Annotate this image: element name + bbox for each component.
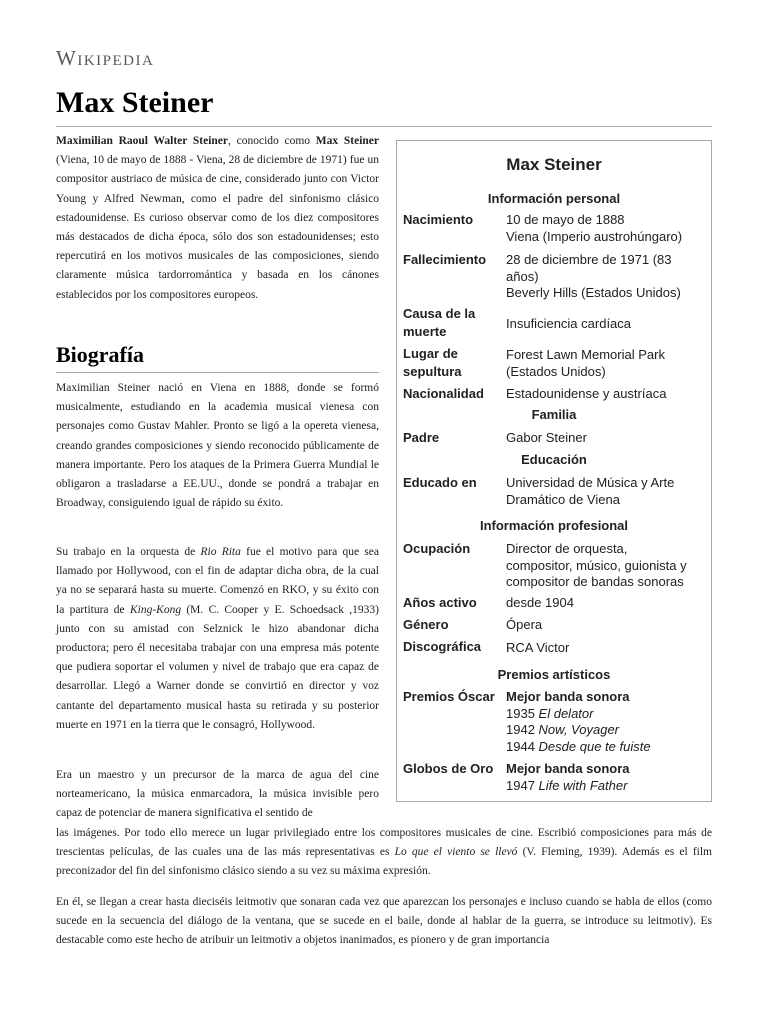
nacimiento-date: 10 de mayo de 1888 xyxy=(506,212,625,227)
p2-text-b: fue el motivo para que sea llamado por Hollywood, con el fin de adaptar dicha obra, de la cual ya no se separará hasta su muerte. Comenzó en RKO, y su éxito con la partitura de xyxy=(56,546,379,616)
discografica-value[interactable]: RCA Victor xyxy=(506,640,570,655)
value-anos-activo xyxy=(506,595,706,612)
ocupacion-line-2[interactable]: compositor, músico, guionista y xyxy=(506,557,687,573)
value-genero[interactable] xyxy=(506,617,706,634)
value-globos-de-oro xyxy=(506,761,706,794)
biografia-paragraph-4: En él, se llegan a crear hasta dieciséis leitmotiv que sonaran cada vez que aparezcan los personajes e incluso cuando se habla de ellos (como sucede en la secuencia del diálogo de la ventana, que se sucede en el baile, donde al hablar de la guerra, se introduce su leitmotiv). Es destacable como este hecho de atribuir un leitmotiv a objetos inanimados, es pionero y de gran importancia xyxy=(56,896,712,947)
label-discografica: Discográfica xyxy=(403,639,482,654)
lugar-label-line-1: Lugar de xyxy=(403,346,458,361)
p2-text-c: (M. C. Cooper y E. Schoedsack ,1933) junto con su amistad con Selznick le hizo abandonar dicha productora; pero él necesitaba trabajar con una empresa más potente que pudiera soportar el volumen y nivel de trabajo que era capaz de desarrollar. Llegó a Warner donde se convirtió en director y voz cantante del departamento musical hasta su retirada y su posterior muerte en 1971 en la tierra que le consagró, Hollywood. xyxy=(56,603,379,731)
label-fallecimiento: Fallecimiento xyxy=(403,252,487,267)
value-causa-muerte[interactable] xyxy=(506,316,706,333)
globos-film-1[interactable]: Life with Father xyxy=(538,777,628,793)
intro-text-1: , conocido como xyxy=(228,135,316,147)
page-title: Max Steiner xyxy=(56,86,214,119)
lugar-value-line-2[interactable]: (Estados Unidos) xyxy=(506,363,606,379)
fallecimiento-place[interactable]: Beverly Hills (Estados Unidos) xyxy=(506,285,681,300)
label-causa-muerte xyxy=(403,305,505,341)
p2-text-a: Su trabajo en la orquesta de xyxy=(56,546,201,558)
subject-full-name: Maximilian Raoul Walter Steiner xyxy=(56,135,229,147)
label-globos-de-oro: Globos de Oro xyxy=(403,761,494,776)
infobox-title: Max Steiner xyxy=(506,155,602,174)
globos-nomination-1 xyxy=(506,778,706,795)
educado-value-line-2[interactable]: Dramático de Viena xyxy=(506,491,620,507)
biografia-divider xyxy=(56,372,379,373)
genero-value[interactable]: Ópera xyxy=(506,617,543,632)
infobox-section-profesional: Información profesional xyxy=(479,518,629,533)
globos-year-1: 1947 xyxy=(506,777,539,793)
nacionalidad-value: Estadounidense y austríaca xyxy=(506,386,667,401)
label-nacionalidad: Nacionalidad xyxy=(403,386,484,401)
fallecimiento-date: 28 de diciembre de 1971 (83 xyxy=(506,252,672,267)
infobox-section-familia: Familia xyxy=(531,407,577,422)
infobox-section-educacion: Educación xyxy=(521,452,587,467)
value-padre[interactable] xyxy=(506,430,706,447)
intro-text-2: (Viena, 10 de mayo de 1888 - Viena, 28 de diciembre de 1971) fue un compositor austriaco de música de cine, considerado junto con Victor Young y Alfred Newman, como el padre del sinfonismo clásico estadounidense. Es curioso observar como de los diez compositores más destacados de dicha época, sólo dos son estadounidenses; esto repercutirá en los motivos musicales de las composiciones, siendo claramente música tardorromántica y basada en los cánones establecidos por los compositores europeos. xyxy=(56,154,379,301)
ocupacion-line-1[interactable]: Director de orquesta, xyxy=(506,541,628,556)
gone-with-the-wind-title: Lo que el viento se llevó xyxy=(394,846,518,859)
value-ocupacion xyxy=(506,541,706,591)
label-lugar-sepultura xyxy=(403,345,505,381)
value-educado-en[interactable] xyxy=(506,475,706,508)
value-premios-oscar xyxy=(506,689,706,755)
biografia-paragraph-2 xyxy=(56,543,379,735)
globos-category[interactable]: Mejor banda sonora xyxy=(506,761,630,776)
oscar-nomination-3 xyxy=(506,739,706,756)
anos-value: desde 1904 xyxy=(506,595,574,610)
rio-rita-link: Rio Rita xyxy=(200,546,241,558)
value-nacimiento xyxy=(506,212,706,245)
oscar-film-3[interactable]: Desde que te fuiste xyxy=(538,738,651,754)
infobox-section-personal: Información personal xyxy=(487,191,621,206)
causa-label-line-2: muerte xyxy=(403,324,447,339)
ocupacion-line-3[interactable]: compositor de bandas sonoras xyxy=(506,574,684,589)
value-fallecimiento xyxy=(506,252,706,302)
label-anos-activo: Años activo xyxy=(403,595,477,610)
label-educado-en: Educado en xyxy=(403,475,477,490)
intro-paragraph xyxy=(56,132,379,305)
label-padre: Padre xyxy=(403,430,440,445)
biografia-paragraph-3a: Era un maestro y un precursor de la marca de agua del cine norteamericano, la música enmarcadora, la música invisible pero capaz de potenciar de manera significativa el sentido de xyxy=(56,769,379,820)
value-nacionalidad xyxy=(506,386,706,403)
label-nacimiento: Nacimiento xyxy=(403,212,474,227)
lugar-label-line-2: sepultura xyxy=(403,364,462,379)
title-divider xyxy=(56,126,712,127)
padre-value[interactable]: Gabor Steiner xyxy=(506,430,587,445)
oscar-film-2[interactable]: Now, Voyager xyxy=(538,722,619,737)
infobox-section-premios: Premios artísticos xyxy=(497,667,611,682)
oscar-film-1[interactable]: El delator xyxy=(538,705,594,721)
value-discografica[interactable] xyxy=(506,640,706,657)
oscar-year-1: 1935 xyxy=(506,705,539,721)
biografia-heading: Biografía xyxy=(56,342,144,367)
label-premios-oscar: Premios Óscar xyxy=(403,689,495,704)
biografia-paragraph-3b xyxy=(56,824,712,882)
infobox xyxy=(396,140,712,802)
oscar-year-3: 1944 xyxy=(506,738,539,754)
educado-value-line-1[interactable]: Universidad de Música y Arte xyxy=(506,475,675,490)
p3-text-c: (V. Fleming, 1939). Además es el film preconizador del fin del sinfonismo clásico siendo a su vez su máxima expresión. xyxy=(56,846,712,878)
oscar-category[interactable]: Mejor banda sonora xyxy=(506,689,630,704)
causa-label-line-1: Causa de la xyxy=(403,306,476,321)
fallecimiento-age: años) xyxy=(506,268,539,284)
lugar-value-line-1[interactable]: Forest Lawn Memorial Park xyxy=(506,347,665,362)
label-genero: Género xyxy=(403,617,449,632)
value-lugar-sepultura[interactable] xyxy=(506,347,706,380)
label-ocupacion: Ocupación xyxy=(403,541,471,556)
nacimiento-place[interactable]: Viena (Imperio austrohúngaro) xyxy=(506,228,683,244)
wikipedia-logo[interactable]: Wikipedia xyxy=(56,46,155,70)
oscar-year-2: 1942 xyxy=(506,722,539,737)
biografia-paragraph-1: Maximilian Steiner nació en Viena en 1888, donde se formó musicalmente, estudiando en la academia musical vienesa con personajes como Gustav Mahler. Pronto se ligó a la opereta vienesa, creando grandes composiciones y siendo reconocido públicamente de manera importante. Pero los ataques de la Primera Guerra Mundial le obligaron a trasladarse a EE.UU., donde se pondrá a trabajar en Broadway, consiguiendo igual de rápido su éxito. xyxy=(56,382,379,510)
subject-short-name: Max Steiner xyxy=(315,135,380,147)
king-kong-title: King-Kong xyxy=(129,603,182,616)
causa-value[interactable]: Insuficiencia cardíaca xyxy=(506,316,632,331)
oscar-nomination-1 xyxy=(506,706,706,723)
p3-text-b: las imágenes. Por todo ello merece un lugar privilegiado entre los compositores musicales de cine. Escribió composiciones para más de trescientas películas, de las cuales una de las más representativas es xyxy=(56,827,712,859)
oscar-nomination-2 xyxy=(506,722,706,739)
